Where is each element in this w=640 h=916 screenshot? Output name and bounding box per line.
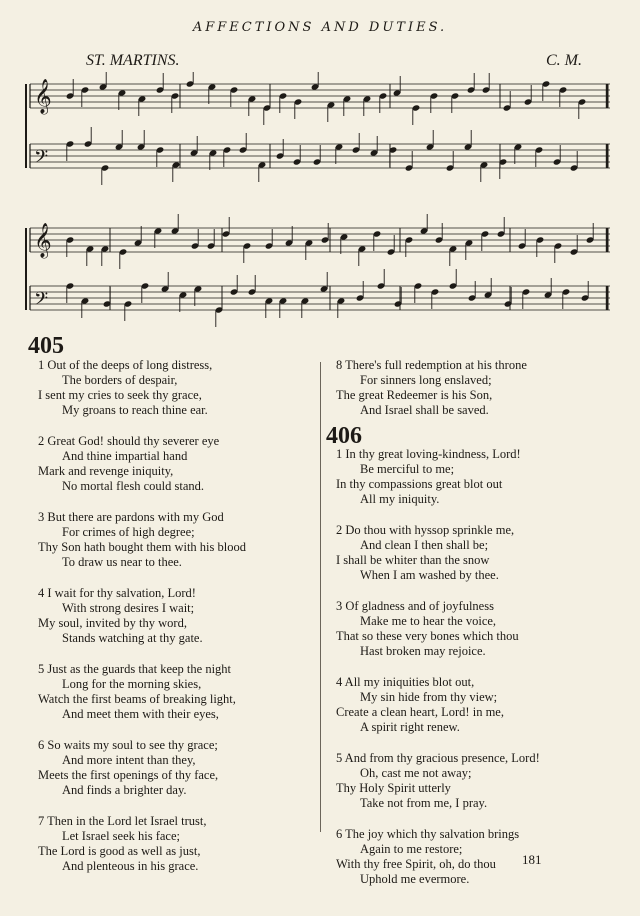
verse-line: Stands watching at thy gate. <box>62 631 203 645</box>
verse-line: 4 I wait for thy salvation, Lord! <box>38 586 196 600</box>
stanza <box>336 523 540 583</box>
verse-line: For crimes of high degree; <box>62 525 195 539</box>
verse-line: 5 And from thy gracious presence, Lord! <box>336 751 540 765</box>
verse-line: A spirit right renew. <box>360 720 460 734</box>
verse-line: 5 Just as the guards that keep the night <box>38 662 232 676</box>
verse-line: I sent my cries to seek thy grace, <box>38 388 202 402</box>
stanza <box>38 434 246 494</box>
stanza <box>38 662 246 722</box>
verse-line: 4 All my iniquities blot out, <box>336 675 475 689</box>
verse-line: Watch the first beams of breaking light, <box>38 692 236 706</box>
treble-clef-icon: 𝄞 <box>34 79 52 114</box>
verse-line: Mark and revenge iniquity, <box>38 464 174 478</box>
verse-line: And Israel shall be saved. <box>360 403 489 417</box>
column-divider <box>320 362 321 832</box>
stanza <box>336 447 540 507</box>
hymn-number-405: 405 <box>28 333 64 359</box>
stanza <box>38 510 246 570</box>
verse-line: In thy compassions great blot out <box>336 477 503 491</box>
stanza <box>336 675 540 735</box>
stanza <box>336 599 540 659</box>
verse-line: The great Redeemer is his Son, <box>336 388 493 402</box>
stanza <box>38 358 246 418</box>
verse-line: With thy free Spirit, oh, do thou <box>336 857 496 871</box>
verse-line: My sin hide from thy view; <box>360 690 498 704</box>
tune-meter: C. M. <box>546 52 582 69</box>
verse-line: 6 The joy which thy salvation brings <box>336 827 520 841</box>
verse-line: The borders of despair, <box>62 373 178 387</box>
verse-line: 1 In thy great loving-kindness, Lord! <box>336 447 521 461</box>
verse-line: Oh, cast me not away; <box>360 766 472 780</box>
page-number: 181 <box>522 852 542 867</box>
verse-line: Long for the morning skies, <box>62 677 202 691</box>
treble-clef-icon: 𝄞 <box>34 223 52 258</box>
verse-line: And clean I then shall be; <box>360 538 489 552</box>
music-score <box>0 72 640 344</box>
verse-line: And meet them with their eyes, <box>62 707 219 721</box>
verse-line: To draw us near to thee. <box>62 555 182 569</box>
verse-line: Let Israel seek his face; <box>62 829 180 843</box>
verse-line: 2 Do thou with hyssop sprinkle me, <box>336 523 515 537</box>
bass-clef-icon: 𝄢 <box>34 147 49 172</box>
verse-line: No mortal flesh could stand. <box>62 479 204 493</box>
stanza <box>336 358 527 418</box>
verse-line: Be merciful to me; <box>360 462 455 476</box>
running-head: AFFECTIONS AND DUTIES. <box>192 20 448 35</box>
hymn-number-406: 406 <box>326 423 362 449</box>
tune-name: ST. MARTINS. <box>86 52 180 69</box>
verse-line: Thy Son hath bought them with his blood <box>38 540 246 554</box>
verse-line: All my iniquity. <box>360 492 440 506</box>
verse-line: 1 Out of the deeps of long distress, <box>38 358 213 372</box>
verse-line: 8 There's full redemption at his throne <box>336 358 527 372</box>
stanza <box>38 738 246 798</box>
verse-line: That so these very bones which thou <box>336 629 519 643</box>
verse-line: Hast broken may rejoice. <box>360 644 486 658</box>
stanza <box>38 814 246 874</box>
bass-clef-icon: 𝄢 <box>34 289 49 314</box>
verse-line: Take not from me, I pray. <box>360 796 488 810</box>
verse-line: 3 But there are pardons with my God <box>38 510 224 524</box>
verse-line: Thy Holy Spirit utterly <box>336 781 451 795</box>
stanza <box>336 751 540 811</box>
verse-line: Uphold me evermore. <box>360 872 470 886</box>
verse-line: When I am washed by thee. <box>360 568 499 582</box>
hymn-406-column <box>336 447 540 903</box>
verse-line: And finds a brighter day. <box>62 783 187 797</box>
verse-line: 2 Great God! should thy severer eye <box>38 434 220 448</box>
verse-line: And thine impartial hand <box>62 449 188 463</box>
verse-line: Make me to hear the voice, <box>360 614 497 628</box>
verse-line: The Lord is good as well as just, <box>38 844 201 858</box>
stanza <box>38 586 246 646</box>
stanza <box>336 827 540 887</box>
verse-line: Again to me restore; <box>360 842 463 856</box>
verse-line: And plenteous in his grace. <box>62 859 199 873</box>
verse-line: My groans to reach thine ear. <box>62 403 208 417</box>
verse-line: For sinners long enslaved; <box>360 373 492 387</box>
hymn-405-right-column <box>336 358 527 434</box>
verse-line: 6 So waits my soul to see thy grace; <box>38 738 218 752</box>
verse-line: Create a clean heart, Lord! in me, <box>336 705 504 719</box>
verse-line: My soul, invited by thy word, <box>38 616 187 630</box>
verse-line: Meets the first openings of thy face, <box>38 768 219 782</box>
verse-line: With strong desires I wait; <box>62 601 195 615</box>
verse-line: 3 Of gladness and of joyfulness <box>336 599 494 613</box>
verse-line: I shall be whiter than the snow <box>336 553 490 567</box>
verse-line: And more intent than they, <box>62 753 196 767</box>
verse-line: 7 Then in the Lord let Israel trust, <box>38 814 207 828</box>
hymn-405-left-column <box>38 358 246 890</box>
